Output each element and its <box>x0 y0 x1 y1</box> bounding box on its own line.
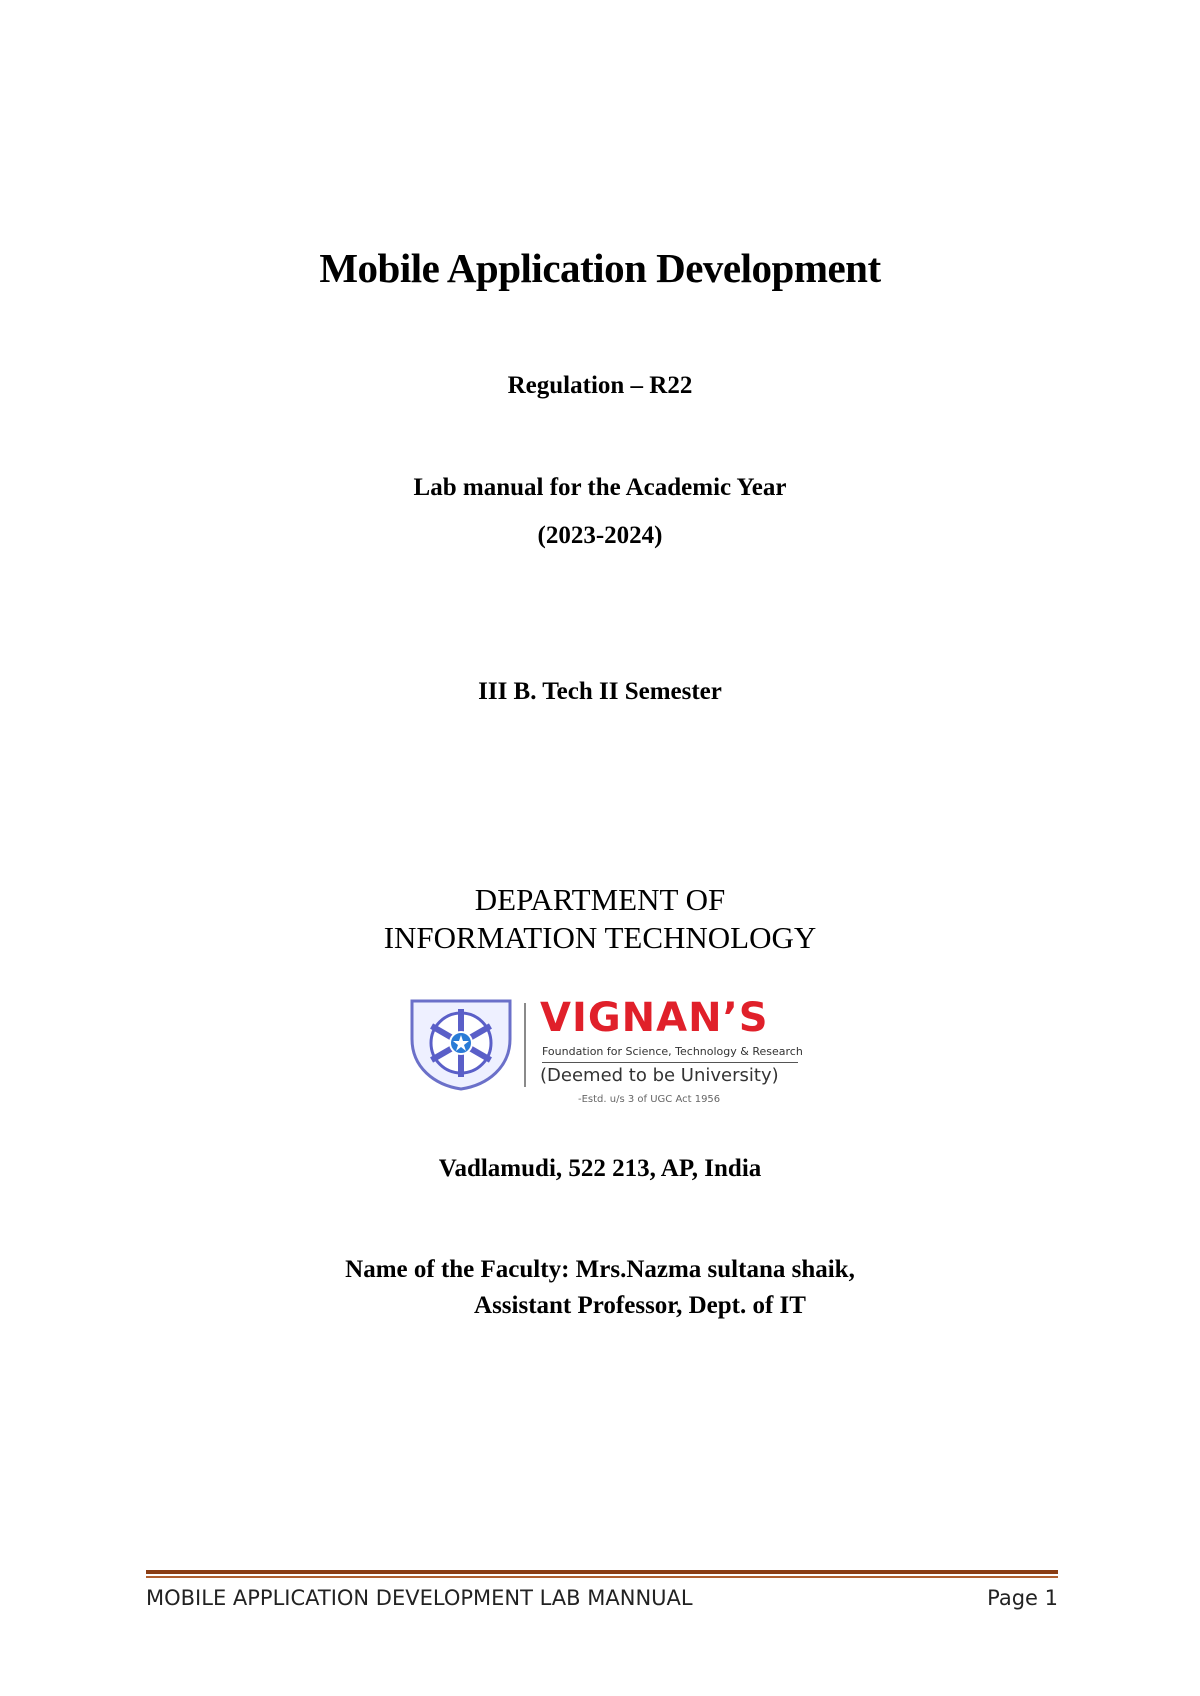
address-text: Vadlamudi, 522 213, AP, India <box>438 1155 762 1182</box>
footer-rule-thin <box>146 1576 1058 1578</box>
brand-deemed: (Deemed to be University) <box>540 1065 779 1086</box>
department-line-2: INFORMATION TECHNOLOGY <box>383 920 817 955</box>
footer-title: MOBILE APPLICATION DEVELOPMENT LAB MANNUAL <box>146 1586 693 1610</box>
page-title: Mobile Application Development <box>319 245 881 291</box>
logo-divider <box>524 1003 526 1087</box>
brand-name: VIGNAN’S <box>540 995 769 1041</box>
brand-rule <box>542 1062 798 1063</box>
semester-text: III B. Tech II Semester <box>478 678 722 705</box>
university-logo <box>400 995 810 1111</box>
academic-year-text: (2023-2024) <box>537 522 663 549</box>
page-number: Page 1 <box>987 1586 1058 1610</box>
department-line-1: DEPARTMENT OF <box>474 882 726 917</box>
faculty-designation: Assistant Professor, Dept. of IT <box>474 1292 806 1319</box>
lab-manual-text: Lab manual for the Academic Year <box>413 474 787 501</box>
footer-rule <box>146 1570 1058 1574</box>
university-emblem-icon <box>406 995 516 1091</box>
brand-tagline: Foundation for Science, Technology & Research <box>542 1045 803 1058</box>
brand-established: -Estd. u/s 3 of UGC Act 1956 <box>578 1094 721 1105</box>
faculty-name: Name of the Faculty: Mrs.Nazma sultana shaik, <box>345 1256 855 1283</box>
regulation-text: Regulation – R22 <box>507 372 693 399</box>
